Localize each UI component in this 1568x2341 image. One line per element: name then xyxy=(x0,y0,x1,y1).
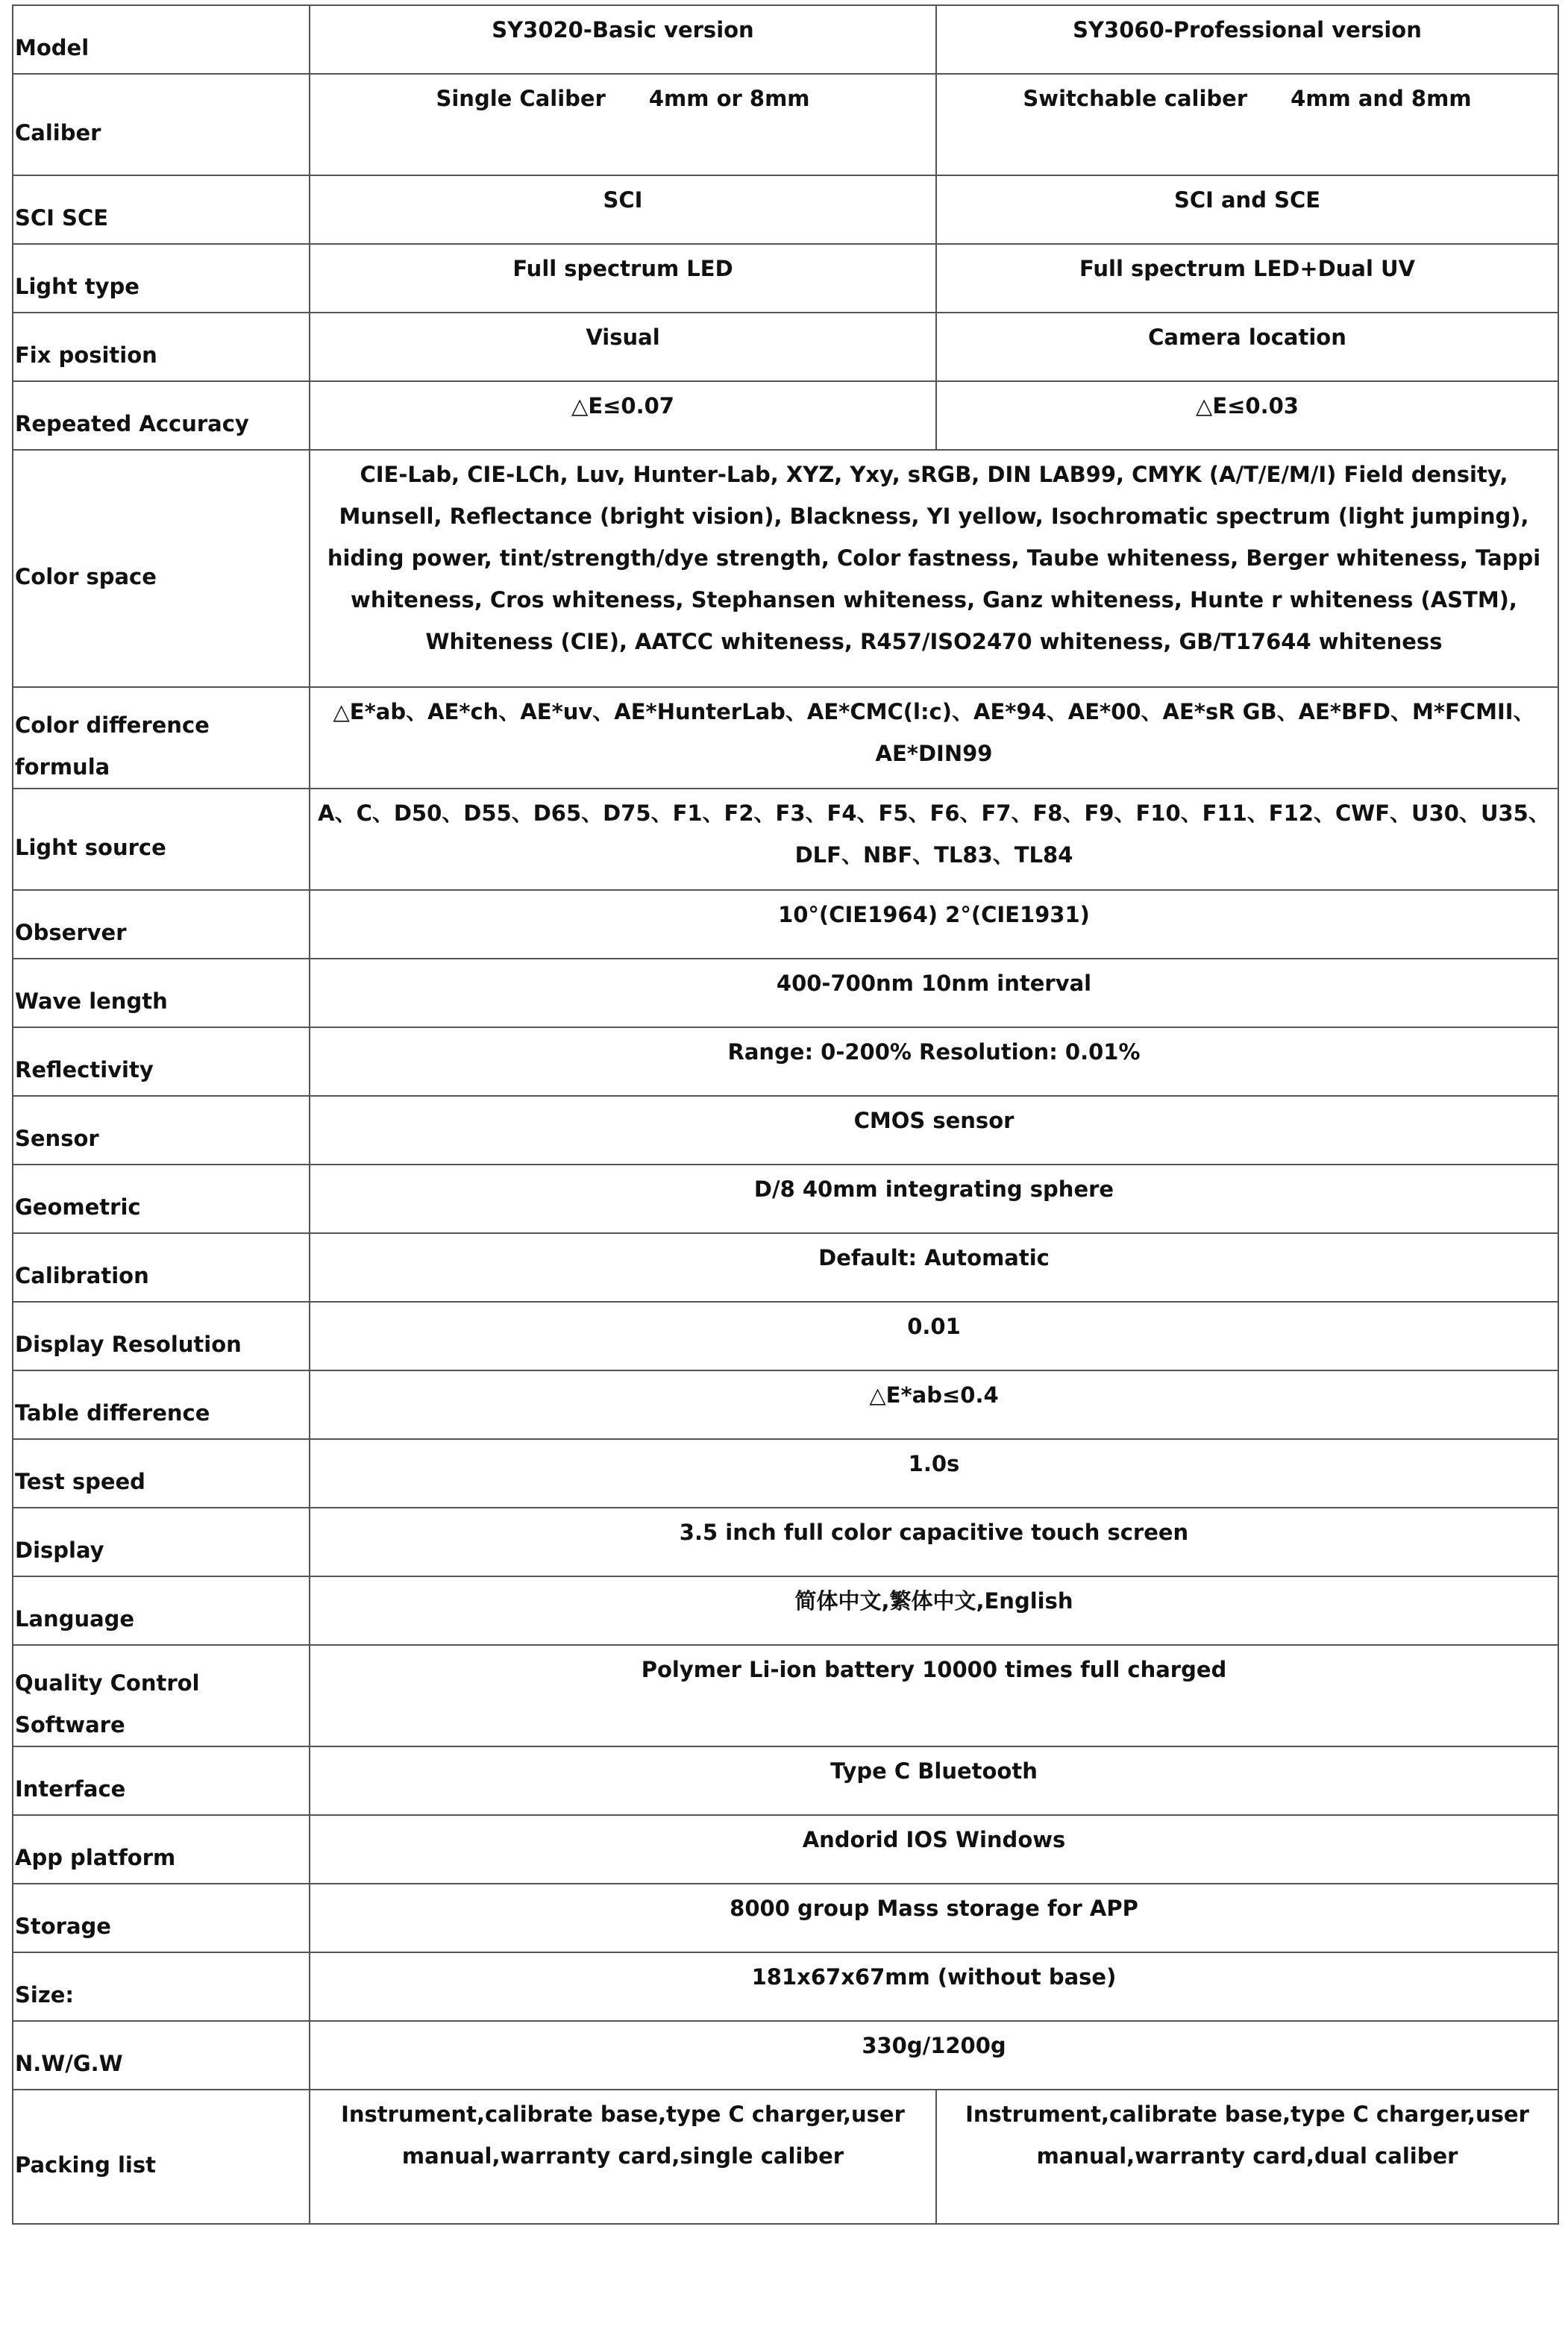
row-label-text: Quality Control Software xyxy=(15,1670,200,1737)
row-label-text: N.W/G.W xyxy=(15,2051,123,2076)
row-label-text: App platform xyxy=(15,1845,176,1870)
row-label-text: Display xyxy=(15,1538,104,1563)
row-label xyxy=(13,789,310,890)
row-label-text: Geometric xyxy=(15,1194,141,1220)
table-row xyxy=(13,1576,1558,1645)
row-label-text: Calibration xyxy=(15,1263,149,1288)
pro-value xyxy=(936,244,1558,313)
shared-value xyxy=(310,1302,1558,1370)
shared-value-text: CMOS sensor xyxy=(853,1108,1015,1133)
shared-value-text: A、C、D50、D55、D65、D75、F1、F2、F3、F4、F5、F6、F7、F8、F9、F10、F11、F12、CWF、U30、U35、DLF、NBF、TL83、TL84 xyxy=(318,800,1550,868)
row-label xyxy=(13,2090,310,2224)
row-label-text: Wave length xyxy=(15,988,168,1014)
table-row xyxy=(13,2090,1558,2224)
pro-value-text: SY3060-Professional version xyxy=(1073,17,1422,43)
table-row xyxy=(13,1645,1558,1746)
basic-value-text: SY3020-Basic version xyxy=(492,17,754,43)
shared-value-text: CIE-Lab, CIE-LCh, Luv, Hunter-Lab, XYZ, Yxy, sRGB, DIN LAB99, CMYK (A/T/E/M/I) Field density, Munsell, Reflectance (bright vision), Blackness, YI yellow, Isochromatic spectrum (light jumping), hiding power, tint/strength/dye strength, Color fastness, Taube whiteness, Berger whiteness, Tappi whiteness, Cros whiteness, Stephansen whiteness, Ganz whiteness, Hunte r whiteness (ASTM), Whiteness (CIE), AATCC whiteness, R457/ISO2470 whiteness, GB/T17644 whiteness xyxy=(327,462,1541,654)
row-label xyxy=(13,1746,310,1815)
row-label-text: Packing list xyxy=(15,2152,156,2178)
shared-value xyxy=(310,687,1558,789)
table-row xyxy=(13,2021,1558,2090)
shared-value-text: Range: 0-200% Resolution: 0.01% xyxy=(727,1039,1141,1065)
pro-value-text: △E≤0.03 xyxy=(1196,393,1299,419)
row-label xyxy=(13,1027,310,1096)
row-label-text: Display Resolution xyxy=(15,1332,242,1357)
row-label-text: SCI SCE xyxy=(15,205,109,231)
table-row xyxy=(13,1165,1558,1233)
shared-value-text: Polymer Li-ion battery 10000 times full charged xyxy=(641,1657,1227,1682)
row-label-text: Storage xyxy=(15,1914,111,1939)
row-label xyxy=(13,1302,310,1370)
basic-caliber-size: 4mm or 8mm xyxy=(648,86,810,111)
shared-value-text: Default: Automatic xyxy=(818,1245,1050,1270)
pro-value xyxy=(936,313,1558,381)
row-label-text: Test speed xyxy=(15,1469,145,1494)
basic-value-text xyxy=(316,78,929,119)
shared-value xyxy=(310,1439,1558,1508)
row-label xyxy=(13,1165,310,1233)
pro-value xyxy=(936,175,1558,244)
shared-value xyxy=(310,1815,1558,1884)
row-label xyxy=(13,1439,310,1508)
table-row xyxy=(13,687,1558,789)
table-row xyxy=(13,959,1558,1027)
table-row xyxy=(13,450,1558,687)
table-row xyxy=(13,5,1558,74)
shared-value xyxy=(310,1645,1558,1746)
shared-value xyxy=(310,1746,1558,1815)
table-row xyxy=(13,244,1558,313)
shared-value xyxy=(310,1884,1558,1952)
shared-value xyxy=(310,959,1558,1027)
basic-value-text: Visual xyxy=(586,325,660,350)
table-row xyxy=(13,1027,1558,1096)
shared-value xyxy=(310,1165,1558,1233)
shared-value-text: 3.5 inch full color capacitive touch screen xyxy=(679,1520,1189,1545)
table-row xyxy=(13,381,1558,450)
row-label xyxy=(13,5,310,74)
row-label-text: Table difference xyxy=(15,1400,210,1426)
row-label xyxy=(13,1884,310,1952)
pro-caliber-size: 4mm and 8mm xyxy=(1291,86,1472,111)
row-label-text: Model xyxy=(15,35,90,60)
shared-value xyxy=(310,450,1558,687)
table-row xyxy=(13,789,1558,890)
shared-value xyxy=(310,1027,1558,1096)
table-row xyxy=(13,313,1558,381)
basic-value xyxy=(310,5,936,74)
basic-caliber-type: Single Caliber xyxy=(436,86,606,111)
table-row xyxy=(13,1233,1558,1302)
pro-value xyxy=(936,5,1558,74)
shared-value-text: 181x67x67mm (without base) xyxy=(751,1964,1117,1990)
table-row xyxy=(13,1508,1558,1576)
basic-value xyxy=(310,244,936,313)
shared-value xyxy=(310,1508,1558,1576)
basic-value-text: △E≤0.07 xyxy=(571,393,674,419)
shared-value xyxy=(310,1576,1558,1645)
shared-value xyxy=(310,1233,1558,1302)
basic-value-text: SCI xyxy=(603,187,643,213)
shared-value xyxy=(310,1952,1558,2021)
shared-value xyxy=(310,2021,1558,2090)
pro-value-text: SCI and SCE xyxy=(1173,187,1321,213)
shared-value xyxy=(310,1096,1558,1165)
row-label-text: Fix position xyxy=(15,342,157,368)
shared-value-text: Type C Bluetooth xyxy=(830,1758,1038,1784)
shared-value-text: Andorid IOS Windows xyxy=(802,1827,1066,1852)
basic-value-text: Full spectrum LED xyxy=(512,256,733,281)
row-label-text: Color difference formula xyxy=(15,712,210,780)
basic-value xyxy=(310,2090,936,2224)
row-label xyxy=(13,1233,310,1302)
table-row xyxy=(13,1439,1558,1508)
spec-table xyxy=(12,4,1559,2225)
row-label-text: Interface xyxy=(15,1776,126,1802)
shared-value-text: 330g/1200g xyxy=(862,2033,1006,2058)
pro-value-text xyxy=(943,78,1552,119)
row-label-text: Size: xyxy=(15,1982,74,2008)
pro-value xyxy=(936,74,1558,175)
table-row xyxy=(13,1370,1558,1439)
shared-value-text: 10°(CIE1964) 2°(CIE1931) xyxy=(778,902,1090,927)
table-row xyxy=(13,1746,1558,1815)
row-label-text: Caliber xyxy=(15,120,101,145)
shared-value-text: 1.0s xyxy=(908,1451,960,1476)
row-label xyxy=(13,1096,310,1165)
row-label xyxy=(13,890,310,959)
pro-value-text: Full spectrum LED+Dual UV xyxy=(1079,256,1415,281)
row-label-text: Color space xyxy=(15,564,157,589)
row-label xyxy=(13,1952,310,2021)
row-label xyxy=(13,959,310,1027)
row-label xyxy=(13,175,310,244)
table-row xyxy=(13,1815,1558,1884)
shared-value xyxy=(310,890,1558,959)
row-label xyxy=(13,313,310,381)
shared-value-text: 400-700nm 10nm interval xyxy=(776,971,1092,996)
basic-value xyxy=(310,313,936,381)
table-row xyxy=(13,175,1558,244)
basic-value xyxy=(310,74,936,175)
shared-value-text: 简体中文,繁体中文,English xyxy=(794,1588,1073,1614)
shared-value-text: 8000 group Mass storage for APP xyxy=(730,1896,1138,1921)
basic-value xyxy=(310,381,936,450)
pro-value xyxy=(936,2090,1558,2224)
row-label xyxy=(13,1576,310,1645)
row-label-text: Sensor xyxy=(15,1126,99,1151)
pro-value xyxy=(936,381,1558,450)
table-row xyxy=(13,1302,1558,1370)
table-row xyxy=(13,1096,1558,1165)
row-label xyxy=(13,1815,310,1884)
shared-value-text: D/8 40mm integrating sphere xyxy=(753,1176,1114,1202)
row-label xyxy=(13,1370,310,1439)
table-row xyxy=(13,890,1558,959)
basic-value-text: Instrument,calibrate base,type C charger,user manual,warranty card,single caliber xyxy=(341,2102,905,2169)
row-label-text: Reflectivity xyxy=(15,1057,154,1082)
row-label xyxy=(13,244,310,313)
row-label xyxy=(13,1508,310,1576)
pro-value-text: Instrument,calibrate base,type C charger,user manual,warranty card,dual caliber xyxy=(965,2102,1529,2169)
basic-value xyxy=(310,175,936,244)
row-label xyxy=(13,450,310,687)
row-label xyxy=(13,381,310,450)
row-label-text: Repeated Accuracy xyxy=(15,411,249,436)
shared-value-text: △E*ab、AE*ch、AE*uv、AE*HunterLab、AE*CMC(l:c)、AE*94、AE*00、AE*sR GB、AE*BFD、M*FCMII、AE*DIN99 xyxy=(333,699,1535,766)
row-label-text: Light source xyxy=(15,835,166,860)
shared-value-text: 0.01 xyxy=(907,1314,961,1339)
row-label xyxy=(13,687,310,789)
pro-value-text: Camera location xyxy=(1148,325,1346,350)
shared-value xyxy=(310,1370,1558,1439)
pro-caliber-type: Switchable caliber xyxy=(1023,86,1248,111)
row-label-text: Observer xyxy=(15,920,127,945)
row-label xyxy=(13,74,310,175)
shared-value-text: △E*ab≤0.4 xyxy=(869,1382,999,1408)
row-label xyxy=(13,1645,310,1746)
table-row xyxy=(13,1952,1558,2021)
shared-value xyxy=(310,789,1558,890)
row-label-text: Light type xyxy=(15,274,139,299)
row-label xyxy=(13,2021,310,2090)
row-label-text: Language xyxy=(15,1606,135,1632)
table-row xyxy=(13,1884,1558,1952)
table-row xyxy=(13,74,1558,175)
